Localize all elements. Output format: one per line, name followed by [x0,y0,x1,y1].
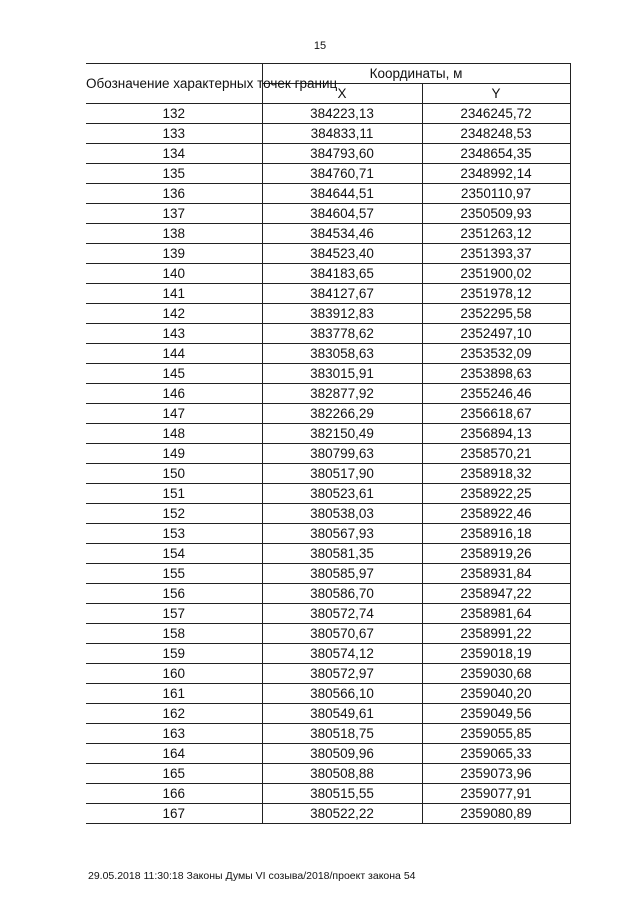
point-number-cell: 159 [86,644,262,664]
point-number-cell: 158 [86,624,262,644]
point-number-cell: 134 [86,144,262,164]
table-row [86,664,570,684]
x-coordinate-cell: 380581,35 [262,544,422,564]
x-coordinate-cell: 380508,88 [262,764,422,784]
x-coordinate-cell: 380515,55 [262,784,422,804]
header-designation: Обозначение характерных точек границ [86,64,262,104]
x-coordinate-cell: 384760,71 [262,164,422,184]
table-row [86,644,570,664]
point-number-cell: 167 [86,804,262,824]
x-coordinate-cell: 380567,93 [262,524,422,544]
table-row [86,524,570,544]
point-number-cell: 132 [86,104,262,124]
point-number-cell: 156 [86,584,262,604]
point-number-cell: 140 [86,264,262,284]
y-coordinate-cell: 2355246,46 [422,384,570,404]
x-coordinate-cell: 380517,90 [262,464,422,484]
table-row [86,304,570,324]
x-coordinate-cell: 383015,91 [262,364,422,384]
x-coordinate-cell: 380585,97 [262,564,422,584]
x-coordinate-cell: 380566,10 [262,684,422,704]
table-row [86,464,570,484]
x-coordinate-cell: 380572,97 [262,664,422,684]
coordinates-table [86,63,571,824]
point-number-cell: 151 [86,484,262,504]
x-coordinate-cell: 380518,75 [262,724,422,744]
header-x: X [262,84,422,104]
x-coordinate-cell: 380523,61 [262,484,422,504]
y-coordinate-cell: 2358570,21 [422,444,570,464]
x-coordinate-cell: 382266,29 [262,404,422,424]
x-coordinate-cell: 380799,63 [262,444,422,464]
table-row [86,624,570,644]
y-coordinate-cell: 2351900,02 [422,264,570,284]
point-number-cell: 152 [86,504,262,524]
y-coordinate-cell: 2359080,89 [422,804,570,824]
y-coordinate-cell: 2352295,58 [422,304,570,324]
y-coordinate-cell: 2352497,10 [422,324,570,344]
y-coordinate-cell: 2348654,35 [422,144,570,164]
x-coordinate-cell: 383058,63 [262,344,422,364]
table-row [86,604,570,624]
y-coordinate-cell: 2356894,13 [422,424,570,444]
table-row [86,384,570,404]
x-coordinate-cell: 383912,83 [262,304,422,324]
table-row [86,204,570,224]
table-row [86,584,570,604]
point-number-cell: 166 [86,784,262,804]
point-number-cell: 144 [86,344,262,364]
y-coordinate-cell: 2359018,19 [422,644,570,664]
x-coordinate-cell: 384534,46 [262,224,422,244]
y-coordinate-cell: 2356618,67 [422,404,570,424]
y-coordinate-cell: 2359077,91 [422,784,570,804]
y-coordinate-cell: 2359073,96 [422,764,570,784]
point-number-cell: 146 [86,384,262,404]
table-row [86,784,570,804]
x-coordinate-cell: 380586,70 [262,584,422,604]
x-coordinate-cell: 380549,61 [262,704,422,724]
x-coordinate-cell: 384523,40 [262,244,422,264]
x-coordinate-cell: 380538,03 [262,504,422,524]
table-row [86,424,570,444]
page-number: 15 [313,40,327,52]
y-coordinate-cell: 2358919,26 [422,544,570,564]
table-row [86,704,570,724]
table-row [86,564,570,584]
point-number-cell: 139 [86,244,262,264]
table-row [86,504,570,524]
table-row [86,264,570,284]
y-coordinate-cell: 2359055,85 [422,724,570,744]
table-row [86,544,570,564]
point-number-cell: 165 [86,764,262,784]
table-row [86,344,570,364]
y-coordinate-cell: 2358947,22 [422,584,570,604]
y-coordinate-cell: 2358931,84 [422,564,570,584]
point-number-cell: 149 [86,444,262,464]
table-row [86,104,570,124]
point-number-cell: 145 [86,364,262,384]
point-number-cell: 142 [86,304,262,324]
x-coordinate-cell: 383778,62 [262,324,422,344]
y-coordinate-cell: 2359040,20 [422,684,570,704]
point-number-cell: 157 [86,604,262,624]
table-row [86,184,570,204]
point-number-cell: 133 [86,124,262,144]
table-row [86,404,570,424]
point-number-cell: 137 [86,204,262,224]
table-row [86,244,570,264]
x-coordinate-cell: 384183,65 [262,264,422,284]
x-coordinate-cell: 380574,12 [262,644,422,664]
table-row [86,144,570,164]
table-row [86,684,570,704]
y-coordinate-cell: 2351263,12 [422,224,570,244]
point-number-cell: 163 [86,724,262,744]
point-number-cell: 150 [86,464,262,484]
y-coordinate-cell: 2350110,97 [422,184,570,204]
x-coordinate-cell: 384644,51 [262,184,422,204]
point-number-cell: 153 [86,524,262,544]
point-number-cell: 141 [86,284,262,304]
y-coordinate-cell: 2353898,63 [422,364,570,384]
table-row [86,744,570,764]
header-y: Y [422,84,570,104]
table-row [86,804,570,824]
y-coordinate-cell: 2359030,68 [422,664,570,684]
y-coordinate-cell: 2358918,32 [422,464,570,484]
point-number-cell: 154 [86,544,262,564]
table-body [86,104,570,824]
y-coordinate-cell: 2348248,53 [422,124,570,144]
table-row [86,364,570,384]
x-coordinate-cell: 380509,96 [262,744,422,764]
x-coordinate-cell: 384223,13 [262,104,422,124]
y-coordinate-cell: 2358981,64 [422,604,570,624]
y-coordinate-cell: 2358922,25 [422,484,570,504]
point-number-cell: 136 [86,184,262,204]
y-coordinate-cell: 2350509,93 [422,204,570,224]
point-number-cell: 161 [86,684,262,704]
x-coordinate-cell: 384127,67 [262,284,422,304]
y-coordinate-cell: 2346245,72 [422,104,570,124]
x-coordinate-cell: 384604,57 [262,204,422,224]
point-number-cell: 147 [86,404,262,424]
x-coordinate-cell: 380572,74 [262,604,422,624]
point-number-cell: 162 [86,704,262,724]
table-row [86,724,570,744]
y-coordinate-cell: 2358991,22 [422,624,570,644]
x-coordinate-cell: 382150,49 [262,424,422,444]
point-number-cell: 160 [86,664,262,684]
y-coordinate-cell: 2348992,14 [422,164,570,184]
table-row [86,764,570,784]
table-row [86,484,570,504]
y-coordinate-cell: 2353532,09 [422,344,570,364]
x-coordinate-cell: 384833,11 [262,124,422,144]
point-number-cell: 138 [86,224,262,244]
x-coordinate-cell: 380570,67 [262,624,422,644]
point-number-cell: 164 [86,744,262,764]
table-row [86,324,570,344]
table-row [86,444,570,464]
table-row [86,224,570,244]
point-number-cell: 155 [86,564,262,584]
y-coordinate-cell: 2351393,37 [422,244,570,264]
header-coordinates: Координаты, м [262,64,570,84]
footer-stamp: 29.05.2018 11:30:18 Законы Думы VI созыва/2018/проект закона 54 [88,870,416,882]
y-coordinate-cell: 2358916,18 [422,524,570,544]
x-coordinate-cell: 380522,22 [262,804,422,824]
y-coordinate-cell: 2359049,56 [422,704,570,724]
table-row [86,284,570,304]
x-coordinate-cell: 382877,92 [262,384,422,404]
point-number-cell: 135 [86,164,262,184]
x-coordinate-cell: 384793,60 [262,144,422,164]
point-number-cell: 143 [86,324,262,344]
y-coordinate-cell: 2351978,12 [422,284,570,304]
table-row [86,164,570,184]
table-row [86,124,570,144]
y-coordinate-cell: 2358922,46 [422,504,570,524]
y-coordinate-cell: 2359065,33 [422,744,570,764]
point-number-cell: 148 [86,424,262,444]
